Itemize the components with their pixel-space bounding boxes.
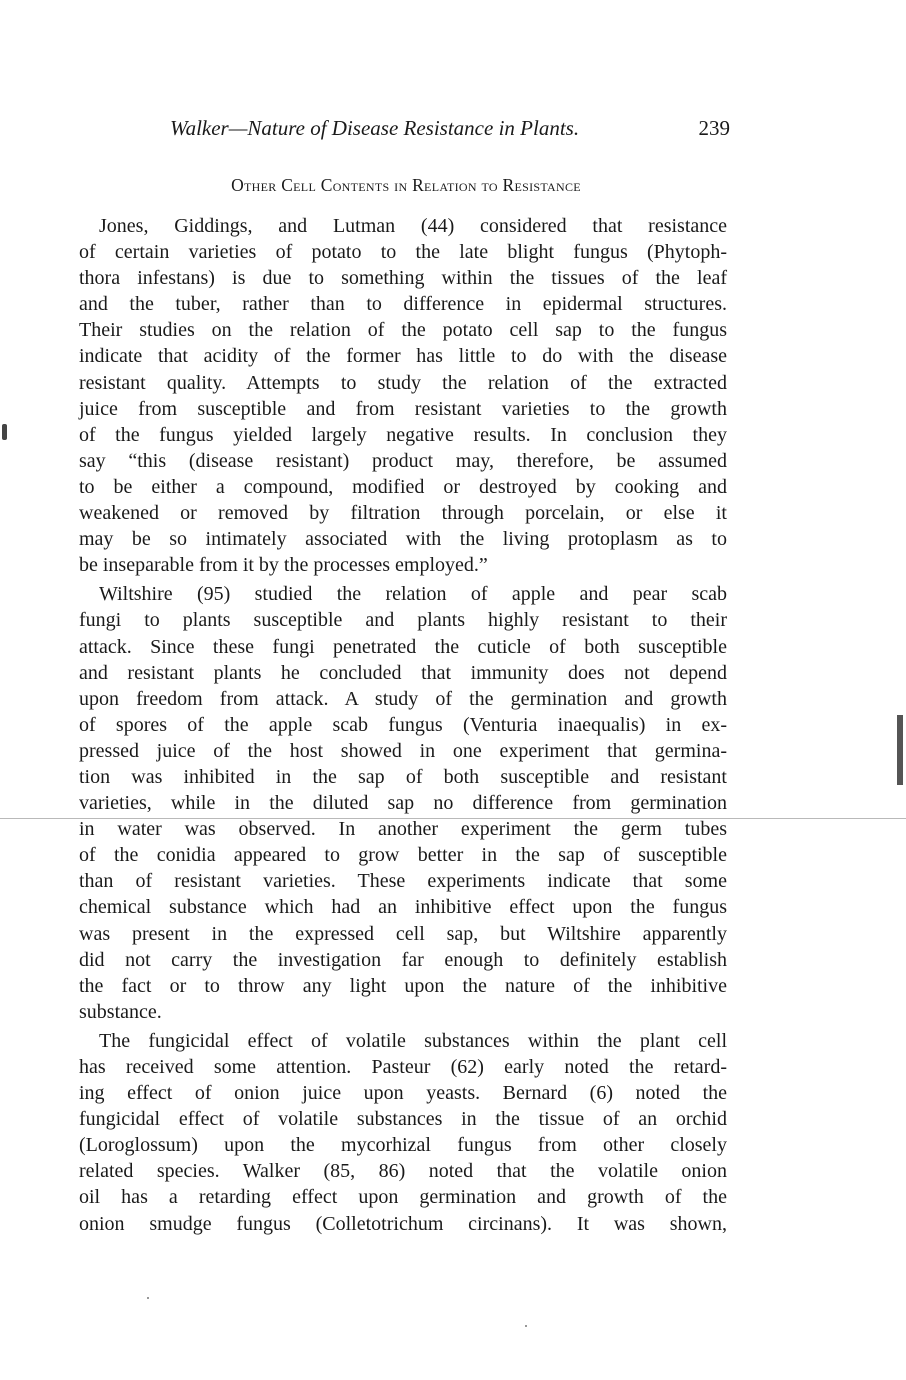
text-line: fungi to plants susceptible and plants highly resistant to their	[79, 609, 727, 632]
scan-speck	[525, 1325, 527, 1327]
text-line: thora infestans) is due to something within the tissues of the leaf	[79, 267, 727, 290]
running-title: Walker—Nature of Disease Resistance in Plants.	[170, 116, 580, 140]
text-line: in water was observed. In another experiment the germ tubes	[79, 818, 727, 841]
text-line: upon freedom from attack. A study of the germination and growth	[79, 687, 727, 710]
text-line: was present in the expressed cell sap, but Wiltshire apparently	[79, 922, 727, 945]
text-line: may be so intimately associated with the living protoplasm as to	[79, 528, 727, 551]
text-line: than of resistant varieties. These experiments indicate that some	[79, 870, 727, 893]
text-line: be inseparable from it by the processes employed.”	[79, 554, 488, 577]
text-line: has received some attention. Pasteur (62) early noted the retard-	[79, 1056, 727, 1078]
text-line: pressed juice of the host showed in one experiment that germina-	[79, 739, 727, 762]
text-line: the fact or to throw any light upon the nature of the inhibitive	[79, 974, 727, 997]
text-line: of spores of the apple scab fungus (Venturia inaequalis) in ex-	[79, 713, 727, 736]
section-heading: Other Cell Contents in Relation to Resistance	[231, 175, 581, 195]
text-line: juice from susceptible and from resistant varieties to the growth	[79, 397, 727, 420]
text-line: related species. Walker (85, 86) noted that the volatile onion	[79, 1160, 727, 1183]
text-line: indicate that acidity of the former has little to do with the disease	[79, 345, 727, 368]
body-text	[79, 213, 727, 1237]
text-line: attack. Since these fungi penetrated the cuticle of both susceptible	[79, 635, 727, 658]
text-line: and resistant plants he concluded that immunity does not depend	[79, 661, 727, 684]
text-line: of certain varieties of potato to the late blight fungus (Phytoph-	[79, 241, 727, 264]
text-line: Wiltshire (95) studied the relation of apple and pear scab	[99, 583, 727, 606]
text-line: onion smudge fungus (Colletotrichum circinans). It was shown,	[79, 1212, 727, 1235]
text-line: Jones, Giddings, and Lutman (44) considered that resistance	[99, 215, 727, 237]
paragraph-2	[79, 581, 727, 1025]
text-line: say “this (disease resistant) product may, therefore, be assumed	[79, 449, 727, 472]
text-line: chemical substance which had an inhibitive effect upon the fungus	[79, 896, 727, 919]
scan-speck	[147, 1297, 149, 1299]
scan-edge-mark-right	[897, 715, 903, 785]
text-line: did not carry the investigation far enough to definitely establish	[79, 948, 727, 971]
paragraph-1	[79, 213, 727, 578]
text-line: to be either a compound, modified or destroyed by cooking and	[79, 475, 727, 498]
text-line: The fungicidal effect of volatile substances within the plant cell	[99, 1029, 727, 1052]
text-line: Their studies on the relation of the potato cell sap to the fungus	[79, 319, 727, 342]
page-number: 239	[698, 116, 730, 140]
text-line: (Loroglossum) upon the mycorhizal fungus from other closely	[79, 1134, 727, 1157]
text-line: and the tuber, rather than to difference in epidermal structures.	[79, 293, 727, 316]
text-line: fungicidal effect of volatile substances in the tissue of an orchid	[79, 1108, 727, 1131]
scan-edge-mark-left	[2, 424, 7, 440]
paragraph-3	[79, 1028, 727, 1237]
text-line: of the fungus yielded largely negative results. In conclusion they	[79, 423, 727, 446]
text-line: weakened or removed by filtration through porcelain, or else it	[79, 502, 727, 525]
text-line: substance.	[79, 1000, 162, 1023]
text-line: varieties, while in the diluted sap no difference from germination	[79, 792, 727, 815]
text-line: ing effect of onion juice upon yeasts. Bernard (6) noted the	[79, 1082, 727, 1105]
text-line: oil has a retarding effect upon germination and growth of the	[79, 1186, 727, 1209]
running-header	[170, 116, 730, 146]
text-line: of the conidia appeared to grow better in the sap of susceptible	[79, 844, 727, 867]
text-line: resistant quality. Attempts to study the relation of the extracted	[79, 371, 727, 394]
text-line: tion was inhibited in the sap of both susceptible and resistant	[79, 765, 727, 788]
